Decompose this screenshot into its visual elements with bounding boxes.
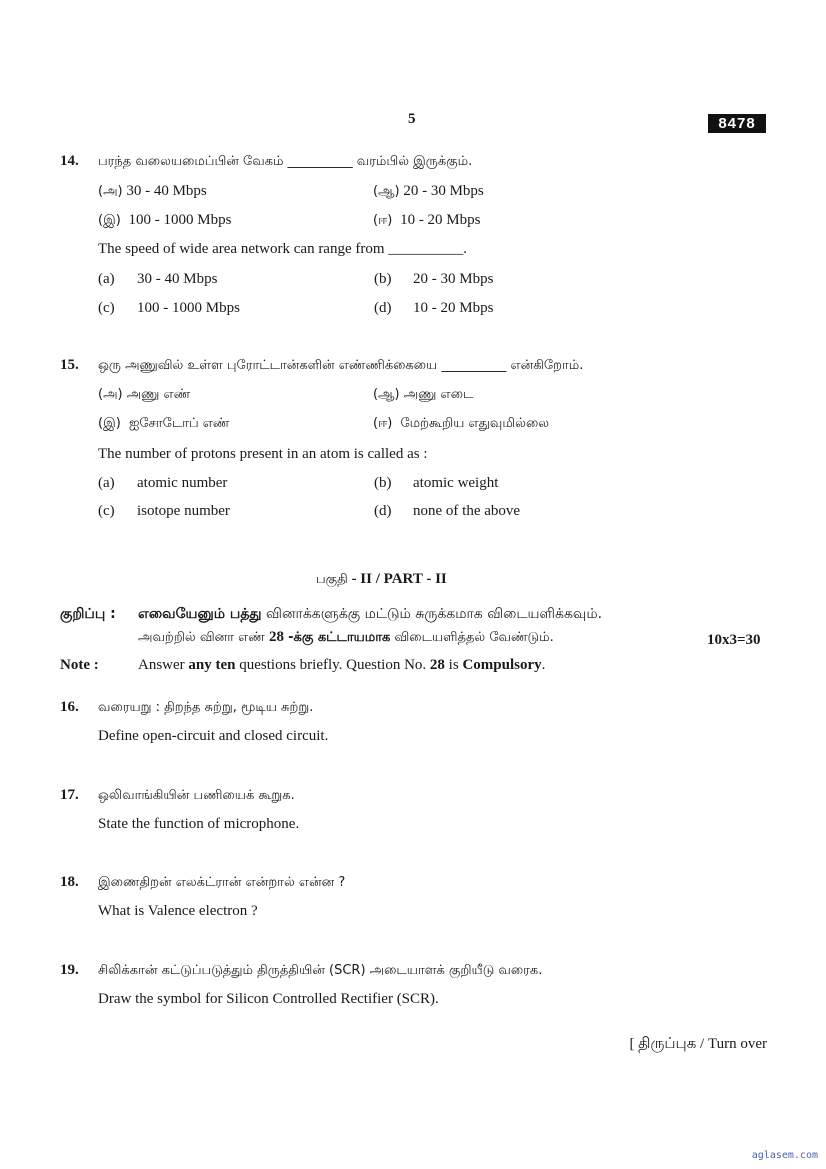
section-heading <box>316 571 447 588</box>
option-text: 100 - 1000 Mbps <box>128 212 232 228</box>
note-english-text <box>138 657 545 674</box>
question-number: 15. <box>60 357 79 373</box>
question-text-tamil: வரையறு : திறந்த சுற்று, மூடிய சுற்று. <box>98 700 314 715</box>
option-text: 20 - 30 Mbps <box>403 183 484 199</box>
note-tamil-label: குறிப்பு : <box>60 606 116 622</box>
question-text-english: Define open-circuit and closed circuit. <box>98 728 329 744</box>
question-number: 16. <box>60 699 79 715</box>
option-a-tamil <box>98 183 207 200</box>
question-text-tamil: ஒலிவாங்கியின் பணியைக் கூறுக. <box>98 788 295 803</box>
option-b-tamil <box>373 387 473 403</box>
option-c-text: isotope number <box>137 503 230 519</box>
paper-code: 8478 <box>708 114 766 133</box>
option-a-text: 30 - 40 Mbps <box>137 271 218 287</box>
option-d-label: (d) <box>374 300 392 316</box>
marks-allocation: 10x3=30 <box>707 632 761 648</box>
option-a-label: (a) <box>98 271 115 287</box>
option-text: அணு எண் <box>126 387 191 402</box>
turn-over-note: [ திருப்புக / Turn over <box>629 1036 767 1052</box>
question-number: 14. <box>60 153 79 169</box>
question-text-tamil: ஒரு அணுவில் உள்ள புரோட்டான்களின் எண்ணிக்கையை __________ என்கிறோம். <box>98 358 584 373</box>
question-text-english: Draw the symbol for Silicon Controlled Rectifier (SCR). <box>98 991 439 1007</box>
question-number: 19. <box>60 962 79 978</box>
option-d-text: 10 - 20 Mbps <box>413 300 494 316</box>
question-text-english: State the function of microphone. <box>98 816 300 832</box>
note-tamil-text: விடையளித்தல் வேண்டும். <box>394 630 554 645</box>
option-b-label: (b) <box>374 271 392 287</box>
section-heading-english: - II / PART - II <box>351 571 447 587</box>
question-number: 17. <box>60 787 79 803</box>
question-text-tamil: பரந்த வலையமைப்பின் வேகம் __________ வரம்பில் இருக்கும். <box>98 154 473 169</box>
option-d-tamil <box>373 212 480 229</box>
option-label: (ஆ) <box>373 184 400 199</box>
note-tamil-number: 28 <box>269 629 284 645</box>
option-c-label: (c) <box>98 503 115 519</box>
note-tamil-text: அவற்றில் வினா எண் <box>138 630 265 645</box>
note-emphasis: Compulsory <box>462 657 542 673</box>
note-english-label: Note : <box>60 657 99 673</box>
note-tamil-emphasis: -க்கு கட்டாயமாக <box>288 630 391 645</box>
option-text: அணு எடை <box>403 387 474 402</box>
section-heading-tamil: பகுதி <box>316 572 348 587</box>
option-label: (ஆ) <box>373 387 400 402</box>
option-d-label: (d) <box>374 503 392 519</box>
option-a-tamil <box>98 387 190 403</box>
option-c-text: 100 - 1000 Mbps <box>137 300 240 316</box>
question-text-english: The speed of wide area network can range from __________. <box>98 241 468 257</box>
question-text-english: The number of protons present in an atom is called as : <box>98 446 428 462</box>
note-emphasis: any ten <box>188 657 236 673</box>
question-text-english: What is Valence electron ? <box>98 903 258 919</box>
option-label: (இ) <box>98 213 121 228</box>
watermark-site: aglasem.com <box>751 1150 818 1161</box>
note-text: questions briefly. Question No. <box>239 657 427 673</box>
question-text-tamil: சிலிக்கான் கட்டுப்படுத்தும் திருத்தியின் (SCR) அடையாளக் குறியீடு வரைக. <box>98 963 543 978</box>
option-d-text: none of the above <box>413 503 521 519</box>
option-text: ஐசோடோப் எண் <box>128 416 230 431</box>
option-b-label: (b) <box>374 475 392 491</box>
note-number: 28 <box>429 657 445 673</box>
option-label: (ஈ) <box>373 213 393 228</box>
option-b-text: 20 - 30 Mbps <box>413 271 494 287</box>
question-text-tamil: இணைதிறன் எலக்ட்ரான் என்றால் என்ன ? <box>98 875 346 890</box>
option-d-tamil <box>373 416 549 432</box>
option-a-text: atomic number <box>137 475 228 491</box>
option-text: 10 - 20 Mbps <box>400 212 481 228</box>
option-a-label: (a) <box>98 475 115 491</box>
note-tamil-emphasis: எவையேனும் பத்து <box>138 606 262 622</box>
note-tamil-line2 <box>138 629 554 646</box>
note-text: Answer <box>138 657 185 673</box>
option-text: 30 - 40 Mbps <box>126 183 207 199</box>
option-b-text: atomic weight <box>413 475 499 491</box>
option-b-tamil <box>373 183 484 200</box>
option-label: (அ) <box>98 184 123 199</box>
option-label: (ஈ) <box>373 416 393 431</box>
note-tamil-text: வினாக்களுக்கு மட்டும் சுருக்கமாக விடையளிக்கவும். <box>266 606 603 622</box>
option-label: (அ) <box>98 387 123 402</box>
note-tamil-line1 <box>138 606 602 624</box>
page-number: 5 <box>408 111 416 127</box>
note-text: . <box>541 657 546 673</box>
option-c-label: (c) <box>98 300 115 316</box>
option-text: மேற்கூறிய எதுவுமில்லை <box>400 416 550 431</box>
option-label: (இ) <box>98 416 121 431</box>
note-text: is <box>448 657 459 673</box>
question-number: 18. <box>60 874 79 890</box>
option-c-tamil <box>98 416 229 432</box>
option-c-tamil <box>98 212 231 229</box>
